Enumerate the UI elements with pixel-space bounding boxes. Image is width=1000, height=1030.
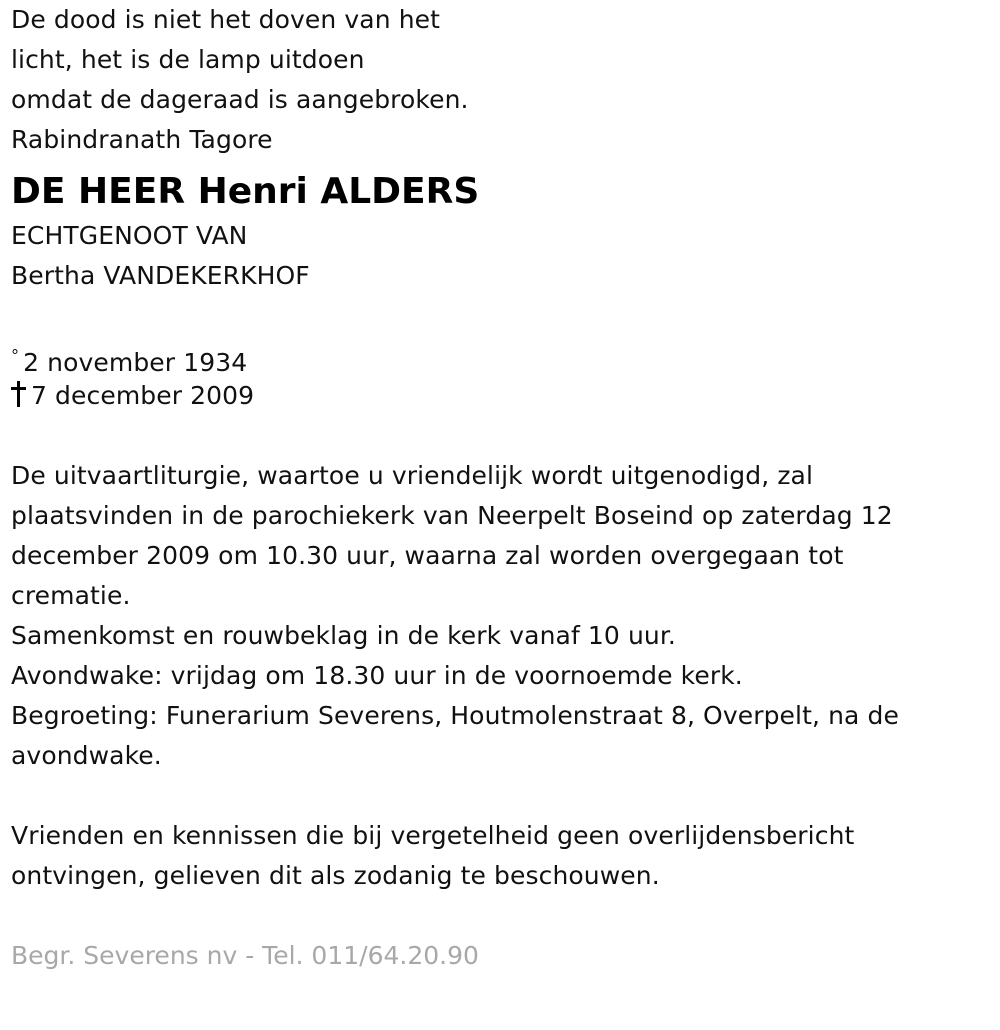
birth-symbol: ° — [11, 346, 20, 365]
spouse-name: Bertha VANDEKERKHOF — [11, 261, 310, 290]
notice-line: Vrienden en kennissen die bij vergetelheid geen overlijdensbericht — [11, 821, 855, 850]
service-line: De uitvaartliturgie, waartoe u vriendelijk wordt uitgenodigd, zal — [11, 461, 814, 490]
birth-date-row — [11, 336, 991, 376]
spacer — [11, 896, 991, 936]
quote-author: Rabindranath Tagore — [11, 125, 273, 154]
service-line: crematie. — [11, 581, 131, 610]
quote-block — [11, 0, 991, 160]
death-date-row — [11, 376, 991, 416]
service-line: Begroeting: Funerarium Severens, Houtmolenstraat 8, Overpelt, na de — [11, 701, 899, 730]
service-line: plaatsvinden in de parochiekerk van Neerpelt Boseind op zaterdag 12 — [11, 501, 893, 530]
quote-line: licht, het is de lamp uitdoen — [11, 45, 365, 74]
notice-block — [11, 816, 991, 896]
service-line: Avondwake: vrijdag om 18.30 uur in de voornoemde kerk. — [11, 661, 743, 690]
service-details — [11, 456, 991, 776]
spacer — [11, 776, 991, 816]
spacer — [11, 416, 991, 456]
obituary-notice — [11, 0, 991, 976]
service-line: december 2009 om 10.30 uur, waarna zal worden overgegaan tot — [11, 541, 844, 570]
notice-line: ontvingen, gelieven dit als zodanig te beschouwen. — [11, 861, 660, 890]
service-line: Samenkomst en rouwbeklag in de kerk vanaf 10 uur. — [11, 621, 676, 650]
cross-icon — [11, 381, 27, 407]
birth-date: 2 november 1934 — [23, 348, 248, 377]
relation-title: ECHTGENOOT VAN — [11, 221, 248, 250]
quote-line: omdat de dageraad is aangebroken. — [11, 85, 469, 114]
death-date: 7 december 2009 — [31, 381, 255, 410]
funeral-home-footer: Begr. Severens nv - Tel. 011/64.20.90 — [11, 941, 479, 970]
deceased-name: DE HEER Henri ALDERS — [11, 171, 480, 212]
spacer — [11, 296, 991, 336]
service-line: avondwake. — [11, 741, 162, 770]
quote-line: De dood is niet het doven van het — [11, 5, 441, 34]
